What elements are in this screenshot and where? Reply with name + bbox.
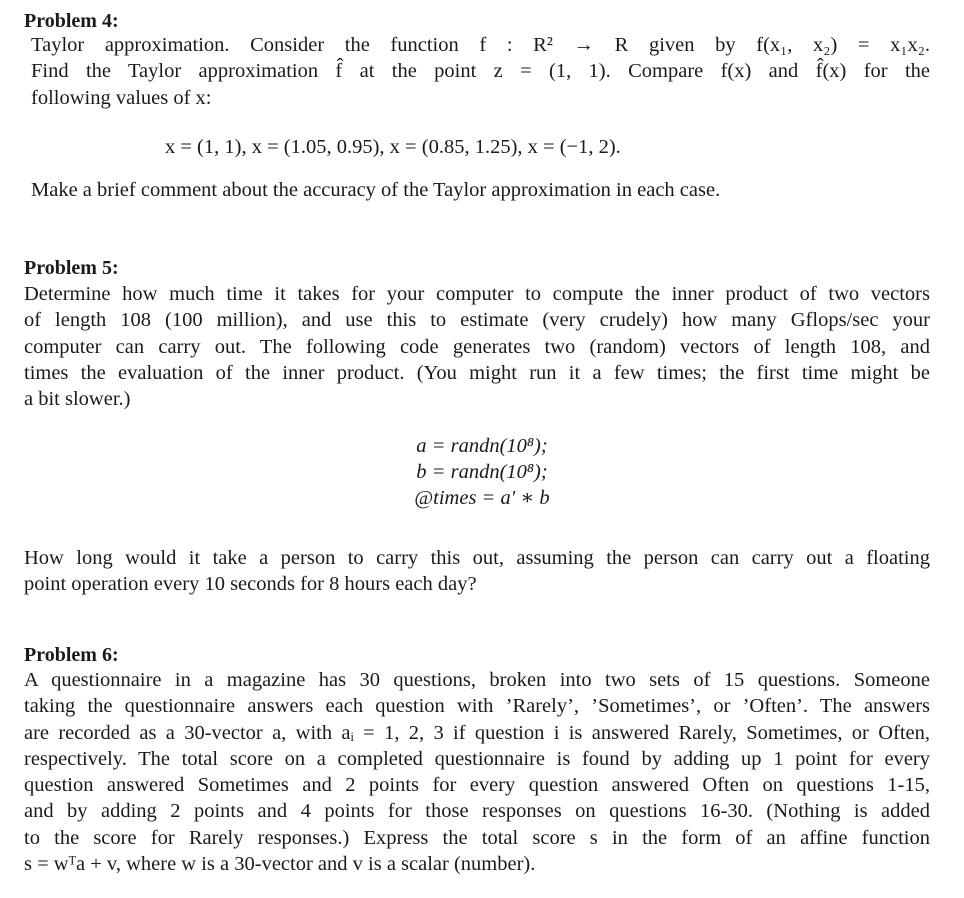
problem-6-line-1: A questionnaire in a magazine has 30 questions, broken into two sets of 15 questions. Someone [24,669,930,691]
problem-6-statement [24,667,930,877]
problem-4-title: Problem 4: [24,10,119,32]
problem-5-line-2: of length 108 (100 million), and use this to estimate (very crudely) how many Gflops/sec your [24,309,930,332]
problem-6-line-2: taking the questionnaire answers each question with ’Rarely’, ’Sometimes’, or ’Often’. The answers [24,695,930,718]
code-line-a: a = randn(10⁸); [416,435,548,457]
problem-5-statement [24,281,930,412]
problem-5-title: Problem 5: [24,257,119,279]
problem-6-title: Problem 6: [24,644,119,666]
problem-6-line-3: are recorded as a 30-vector a, with aᵢ = 1, 2, 3 if question i is answered Rarely, Sometimes, or Often, [24,721,930,744]
problem-5-line-4: times the evaluation of the inner product. (You might run it a few times; the first time might be [24,361,930,384]
problem-6-line-5: question answered Sometimes and 2 points for every question answered Often on questions 1-15, [24,774,930,797]
problem-4-line-1: Taylor approximation. Consider the function f : R² → R given by f(x₁, x₂) = x₁x₂. [31,34,930,56]
problem-5-line-3: computer can carry out. The following code generates two (random) vectors of length 108, and [24,335,930,358]
problem-6-line-6: and by adding 2 points and 4 points for those responses on questions 16-30. (Nothing is added [24,800,930,823]
problem-6-line-4: respectively. The total score on a completed questionnaire is found by adding up 1 point for every [24,747,930,770]
problem-5-line-5: a bit slower.) [24,388,131,411]
problem-4-statement [31,32,930,111]
problem-4-comment-line: Make a brief comment about the accuracy of the Taylor approximation in each case. [31,179,721,201]
code-line-b: b = randn(10⁸); [416,461,548,483]
problem-6-line-8: s = wᵀa + v, where w is a 30-vector and v is a scalar (number). [24,853,536,876]
problem-5-question [24,545,930,598]
problem-4-line-2: Find the Taylor approximation f̂ at the point z = (1, 1). Compare f(x) and f̂(x) for the [31,60,930,83]
problem-4-comment [31,177,930,203]
problem-4-evaluation-points: x = (1, 1), x = (1.05, 0.95), x = (0.85, 1.25), x = (−1, 2). [165,136,621,158]
problem-6-line-7: to the score for Rarely responses.) Express the total score s in the form of an affine function [24,826,930,849]
problem-5-line-1: Determine how much time it takes for your computer to compute the inner product of two vectors [24,283,930,305]
problem-4-line-3: following values of x: [31,86,212,109]
problem-5-question-line-1: How long would it take a person to carry this out, assuming the person can carry out a floating [24,547,930,569]
problem-5-question-line-2: point operation every 10 seconds for 8 hours each day? [24,573,477,596]
code-line-times: @times = a′ ∗ b [414,487,550,509]
problem-5-code [0,433,964,511]
